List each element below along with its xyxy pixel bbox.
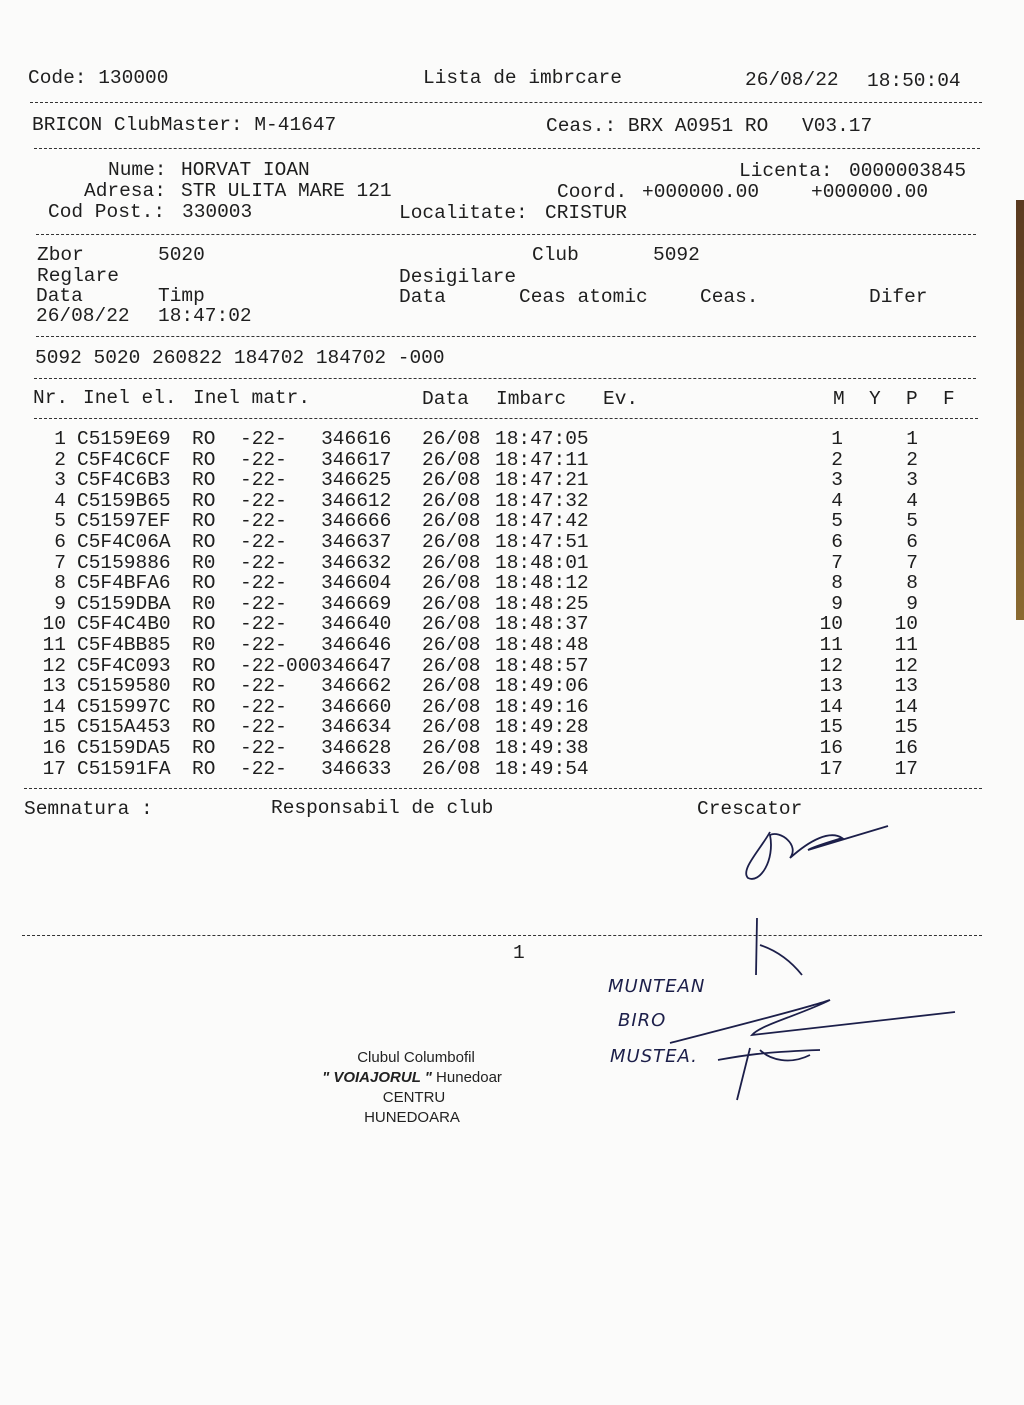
ring-electronic: C5F4C06A: [77, 531, 171, 553]
rank-p: 14: [894, 695, 918, 718]
club-master: BRICON ClubMaster: M-41647: [32, 114, 337, 136]
arrival-time: 18:47:32: [495, 489, 589, 512]
ring-year: -22-: [240, 510, 287, 533]
arrival-time: 18:49:16: [495, 695, 589, 718]
code: Code: 130000: [28, 67, 169, 89]
ring-number: 346637: [286, 531, 392, 553]
ring-country: RO: [192, 469, 216, 492]
owner-name: HORVAT IOAN: [181, 159, 310, 181]
arrival-time: 18:47:21: [495, 469, 589, 492]
ring-country: RO: [192, 757, 216, 780]
col-nr: Nr.: [33, 387, 69, 409]
ring-number: 346616: [286, 428, 392, 450]
stamp-line-3: CENTRU: [382, 1089, 446, 1106]
ring-country: RO: [192, 695, 216, 718]
ring-year: -22-: [240, 675, 287, 698]
ring-number: 346604: [286, 572, 392, 595]
ring-electronic: C5159886: [77, 551, 171, 574]
ceas-label: Ceas.: [700, 286, 759, 308]
coord-1: +000000.00: [642, 181, 760, 203]
ring-country: RO: [192, 737, 216, 759]
ring-year: -22-: [240, 613, 287, 636]
club-responsible-label: Responsabil de club: [271, 797, 494, 819]
arrival-date: 26/08: [422, 695, 481, 718]
col-inel-matr: Inel matr.: [193, 387, 311, 409]
ring-number: 346632: [286, 551, 392, 574]
arrival-time: 18:48:37: [495, 613, 589, 636]
rank-p: 6: [906, 531, 918, 553]
club-label: Club: [532, 244, 579, 266]
ring-country: R0: [192, 551, 216, 574]
ring-country: RO: [192, 654, 216, 677]
row-nr: 13: [42, 675, 66, 698]
page-number: 1: [513, 942, 525, 964]
arrival-date: 26/08: [422, 531, 481, 553]
ring-electronic: C5159580: [77, 675, 171, 698]
row-nr: 10: [42, 613, 66, 636]
coord-2: +000000.00: [811, 181, 929, 203]
ring-electronic: C5F4BB85: [77, 634, 171, 656]
row-nr: 5: [54, 510, 66, 533]
locality-label: Localitate:: [399, 202, 528, 224]
ring-year: -22-: [240, 551, 287, 574]
rank-p: 8: [906, 572, 918, 595]
handwritten-name-muntean: MUNTEAN: [608, 976, 706, 997]
stamp-line-4: HUNEDOARA: [364, 1109, 460, 1126]
rank-m: 16: [819, 737, 843, 759]
arrival-date: 26/08: [422, 469, 481, 492]
rank-p: 10: [894, 613, 918, 636]
ring-country: RO: [192, 716, 216, 739]
ring-number: 346666: [286, 510, 392, 533]
rank-m: 5: [831, 510, 843, 533]
row-nr: 4: [54, 489, 66, 512]
arrival-date: 26/08: [422, 675, 481, 698]
arrival-time: 18:49:06: [495, 675, 589, 698]
col-ev: Ev.: [603, 388, 639, 410]
rank-m: 4: [831, 489, 843, 512]
row-nr: 16: [42, 737, 66, 759]
rank-p: 5: [906, 510, 918, 533]
ring-number: 346612: [286, 489, 392, 512]
reglare-date: 26/08/22: [36, 305, 130, 327]
rank-p: 15: [894, 716, 918, 739]
arrival-date: 26/08: [422, 634, 481, 656]
ring-electronic: C5159DBA: [77, 592, 171, 615]
arrival-time: 18:48:25: [495, 592, 589, 615]
ring-year: -22-: [240, 634, 287, 656]
rank-p: 1: [906, 428, 918, 450]
ring-electronic: C51591FA: [77, 757, 171, 780]
col-f: F: [943, 388, 955, 410]
signature-label: Semnatura :: [24, 798, 153, 820]
address-label: Adresa:: [84, 180, 166, 202]
ring-number: 000346647: [286, 654, 392, 677]
rank-m: 7: [831, 551, 843, 574]
arrival-time: 18:48:57: [495, 654, 589, 677]
ring-country: RO: [192, 675, 216, 698]
rank-m: 17: [819, 757, 843, 780]
rank-m: 1: [831, 428, 843, 450]
ring-country: R0: [192, 634, 216, 656]
ring-electronic: C515A453: [77, 716, 171, 739]
rank-p: 16: [894, 737, 918, 759]
ring-number: 346640: [286, 613, 392, 636]
ring-number: 346628: [286, 737, 392, 759]
ring-number: 346662: [286, 675, 392, 698]
ring-year: -22-: [240, 716, 287, 739]
ring-number: 346646: [286, 634, 392, 656]
arrival-date: 26/08: [422, 572, 481, 595]
row-nr: 3: [54, 469, 66, 492]
ring-number: 346634: [286, 716, 392, 739]
ring-electronic: C5F4BFA6: [77, 572, 171, 595]
stamp-club-name: " VOIAJORUL ": [322, 1069, 432, 1086]
address: STR ULITA MARE 121: [181, 180, 392, 202]
rank-m: 9: [831, 592, 843, 615]
ring-country: RO: [192, 448, 216, 471]
ring-electronic: C5159E69: [77, 428, 171, 450]
ring-year: -22-: [240, 695, 287, 718]
ring-year: -22-: [240, 757, 287, 780]
signature-2: [670, 1000, 955, 1043]
version: V03.17: [802, 115, 873, 137]
col-m: M: [833, 388, 845, 410]
coord-label: Coord.: [557, 181, 628, 203]
arrival-date: 26/08: [422, 613, 481, 636]
arrival-date: 26/08: [422, 654, 481, 677]
rank-p: 11: [894, 634, 918, 656]
handwritten-name-biro: BIRO: [618, 1010, 667, 1031]
rank-p: 7: [906, 551, 918, 574]
stamp-city: Hunedoar: [436, 1069, 502, 1086]
arrival-time: 18:47:42: [495, 510, 589, 533]
rank-m: 10: [819, 613, 843, 636]
rank-p: 4: [906, 489, 918, 512]
col-inel-el: Inel el.: [83, 387, 177, 409]
zbor: 5020: [158, 244, 205, 266]
ring-country: RO: [192, 489, 216, 512]
desigilare-label: Desigilare: [399, 266, 517, 288]
row-nr: 9: [54, 592, 66, 615]
rank-m: 15: [819, 716, 843, 739]
difer-label: Difer: [869, 286, 928, 308]
ring-number: 346617: [286, 448, 392, 471]
document-title: Lista de imbrcare: [423, 67, 622, 89]
reglare-label: Reglare: [37, 265, 119, 287]
row-nr: 7: [54, 551, 66, 574]
rank-p: 3: [906, 469, 918, 492]
ring-electronic: C5159B65: [77, 489, 171, 512]
row-nr: 12: [42, 654, 66, 677]
arrival-date: 26/08: [422, 737, 481, 759]
row-nr: 17: [42, 757, 66, 780]
ring-electronic: C51597EF: [77, 510, 171, 533]
col-p: P: [906, 388, 918, 410]
ring-year: -22-: [240, 489, 287, 512]
ring-country: RO: [192, 572, 216, 595]
arrival-time: 18:47:05: [495, 428, 589, 450]
signature-3: [718, 1048, 820, 1100]
zbor-label: Zbor: [37, 244, 84, 266]
locality: CRISTUR: [545, 202, 627, 224]
arrival-date: 26/08: [422, 489, 481, 512]
rank-m: 12: [819, 654, 843, 677]
arrival-date: 26/08: [422, 551, 481, 574]
arrival-time: 18:49:54: [495, 757, 589, 780]
ring-year: -22-: [240, 654, 287, 677]
ring-electronic: C5F4C6B3: [77, 469, 171, 492]
breeder-signature: [746, 826, 888, 879]
rank-m: 13: [819, 675, 843, 698]
rank-m: 11: [819, 634, 843, 656]
row-nr: 6: [54, 531, 66, 553]
arrival-date: 26/08: [422, 510, 481, 533]
rank-p: 13: [894, 675, 918, 698]
row-nr: 1: [54, 428, 66, 450]
postal-label: Cod Post.:: [48, 201, 166, 223]
rank-m: 3: [831, 469, 843, 492]
name-label: Nume:: [108, 159, 167, 181]
license: 0000003845: [849, 160, 967, 182]
rank-p: 9: [906, 592, 918, 615]
ring-year: -22-: [240, 531, 287, 553]
print-time: 18:50:04: [867, 70, 961, 92]
ring-electronic: C5F4C4B0: [77, 613, 171, 636]
license-label: Licenta:: [739, 160, 833, 182]
ring-electronic: C5F4C6CF: [77, 448, 171, 471]
ring-electronic: C5F4C093: [77, 654, 171, 677]
handwritten-name-mustea: MUSTEA.: [610, 1046, 698, 1067]
stamp-line-1: Clubul Columbofil: [357, 1049, 475, 1066]
col-y: Y: [869, 388, 881, 410]
arrival-date: 26/08: [422, 592, 481, 615]
row-nr: 14: [42, 695, 66, 718]
rank-p: 2: [906, 448, 918, 471]
ring-country: RO: [192, 531, 216, 553]
print-date: 26/08/22: [745, 69, 839, 91]
club: 5092: [653, 244, 700, 266]
arrival-date: 26/08: [422, 428, 481, 450]
flight-summary: 5092 5020 260822 184702 184702 -000: [35, 347, 445, 369]
ring-number: 346625: [286, 469, 392, 492]
ring-year: -22-: [240, 592, 287, 615]
ring-year: -22-: [240, 469, 287, 492]
ring-country: RO: [192, 510, 216, 533]
col-imbarc: Imbarc: [496, 388, 567, 410]
arrival-date: 26/08: [422, 757, 481, 780]
rank-m: 6: [831, 531, 843, 553]
row-nr: 8: [54, 572, 66, 595]
stamp-line-2: [292, 1068, 532, 1088]
ring-country: RO: [192, 613, 216, 636]
ring-country: R0: [192, 592, 216, 615]
col-data: Data: [422, 388, 469, 410]
data-label: Data: [36, 285, 83, 307]
data2-label: Data: [399, 286, 446, 308]
rank-p: 17: [894, 757, 918, 780]
arrival-time: 18:48:01: [495, 551, 589, 574]
ring-year: -22-: [240, 737, 287, 759]
ring-year: -22-: [240, 572, 287, 595]
signature-1: [756, 918, 802, 975]
row-nr: 15: [42, 716, 66, 739]
ring-electronic: C515997C: [77, 695, 171, 718]
arrival-time: 18:47:51: [495, 531, 589, 553]
ring-number: 346669: [286, 592, 392, 615]
ring-number: 346660: [286, 695, 392, 718]
rank-m: 8: [831, 572, 843, 595]
ceas-atomic-label: Ceas atomic: [519, 286, 648, 308]
ring-country: RO: [192, 428, 216, 450]
ring-year: -22-: [240, 448, 287, 471]
rank-m: 14: [819, 695, 843, 718]
ring-year: -22-: [240, 428, 287, 450]
arrival-time: 18:48:12: [495, 572, 589, 595]
arrival-date: 26/08: [422, 448, 481, 471]
ring-number: 346633: [286, 757, 392, 780]
breeder-label: Crescator: [697, 798, 803, 820]
ring-electronic: C5159DA5: [77, 737, 171, 759]
reglare-time: 18:47:02: [158, 305, 252, 327]
clock-id: Ceas.: BRX A0951 RO: [546, 115, 769, 137]
arrival-time: 18:49:38: [495, 737, 589, 759]
arrival-time: 18:47:11: [495, 448, 589, 471]
rank-p: 12: [894, 654, 918, 677]
timp-label: Timp: [158, 285, 205, 307]
row-nr: 2: [54, 448, 66, 471]
arrival-date: 26/08: [422, 716, 481, 739]
rank-m: 2: [831, 448, 843, 471]
arrival-time: 18:48:48: [495, 634, 589, 656]
postal-code: 330003: [182, 201, 253, 223]
row-nr: 11: [42, 634, 66, 656]
arrival-time: 18:49:28: [495, 716, 589, 739]
